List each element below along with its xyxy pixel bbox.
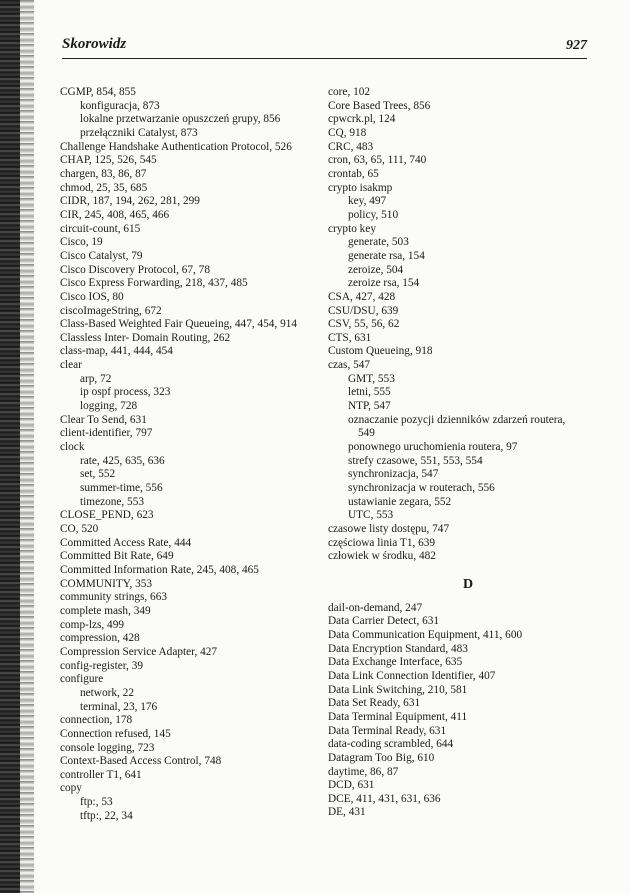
index-entry: Data Carrier Detect, 631 bbox=[328, 615, 440, 628]
index-entry: class-map, 441, 444, 454 bbox=[60, 345, 173, 358]
index-subentry: logging, 728 bbox=[80, 400, 138, 413]
index-subentry: summer-time, 556 bbox=[80, 482, 163, 495]
index-entry: crypto key bbox=[328, 222, 376, 235]
index-entry: crontab, 65 bbox=[328, 167, 379, 180]
index-entry: czasowe listy dostępu, 747 bbox=[328, 523, 450, 535]
index-entry: crypto isakmp bbox=[328, 181, 393, 194]
index-entry: Data Link Connection Identifier, 407 bbox=[328, 669, 496, 682]
index-entry: COMMUNITY, 353 bbox=[60, 577, 153, 590]
index-subentry: 549 bbox=[358, 427, 375, 440]
index-entry: Compression Service Adapter, 427 bbox=[60, 645, 218, 658]
book-spine-shadow bbox=[0, 0, 20, 893]
index-entry: clear bbox=[60, 359, 82, 372]
index-subentry: strefy czasowe, 551, 553, 554 bbox=[348, 454, 483, 467]
index-entry: CGMP, 854, 855 bbox=[60, 86, 136, 98]
index-subentry: ustawianie zegara, 552 bbox=[348, 495, 452, 508]
index-entry: DCD, 631 bbox=[328, 779, 375, 792]
index-entry: Committed Access Rate, 444 bbox=[60, 536, 192, 549]
index-entry: Custom Queueing, 918 bbox=[328, 345, 433, 358]
index-entry: DCE, 411, 431, 631, 636 bbox=[328, 792, 441, 805]
index-entry: Context-Based Access Control, 748 bbox=[60, 755, 222, 768]
index-entry: Cisco Catalyst, 79 bbox=[60, 249, 143, 262]
index-subentry: network, 22 bbox=[80, 686, 134, 699]
index-entry: Data Link Switching, 210, 581 bbox=[328, 683, 468, 696]
index-entry: Classless Inter- Domain Routing, 262 bbox=[60, 331, 231, 344]
index-subentry: synchronizacja, 547 bbox=[348, 468, 439, 481]
index-entry: CLOSE_PEND, 623 bbox=[60, 509, 154, 522]
index-column-left bbox=[60, 86, 320, 823]
index-entry: client-identifier, 797 bbox=[60, 427, 153, 440]
index-subentry: set, 552 bbox=[80, 468, 116, 481]
index-subentry: arp, 72 bbox=[80, 372, 112, 385]
index-entry: controller T1, 641 bbox=[60, 768, 142, 781]
index-entry: Committed Information Rate, 245, 408, 465 bbox=[60, 563, 259, 576]
index-entry: Core Based Trees, 856 bbox=[328, 99, 431, 112]
index-subentry: rate, 425, 635, 636 bbox=[80, 454, 165, 467]
index-entry: częściowa linia T1, 639 bbox=[328, 536, 436, 549]
index-entry: ciscoImageString, 672 bbox=[60, 304, 162, 317]
index-subentry: konfiguracja, 873 bbox=[80, 99, 160, 112]
index-entry: Datagram Too Big, 610 bbox=[328, 751, 435, 764]
index-subentry: policy, 510 bbox=[348, 208, 399, 221]
index-entry: CSA, 427, 428 bbox=[328, 290, 396, 303]
index-entry: dail-on-demand, 247 bbox=[328, 601, 423, 614]
index-subentry: ponownego uruchomienia routera, 97 bbox=[348, 441, 518, 454]
index-subentry: GMT, 553 bbox=[348, 372, 395, 385]
index-entry: Cisco Discovery Protocol, 67, 78 bbox=[60, 263, 210, 276]
index-subentry: key, 497 bbox=[348, 195, 387, 208]
index-entry: CRC, 483 bbox=[328, 140, 374, 153]
index-column-right bbox=[328, 86, 598, 820]
index-entry: Cisco Express Forwarding, 218, 437, 485 bbox=[60, 277, 248, 290]
index-entry: circuit-count, 615 bbox=[60, 222, 141, 235]
index-entry: core, 102 bbox=[328, 86, 371, 98]
index-entry: clock bbox=[60, 441, 85, 454]
index-entry: config-register, 39 bbox=[60, 659, 143, 672]
index-entry: CSU/DSU, 639 bbox=[328, 304, 399, 317]
index-entry: data-coding scrambled, 644 bbox=[328, 738, 454, 751]
index-entry: chmod, 25, 35, 685 bbox=[60, 181, 148, 194]
index-subentry: lokalne przetwarzanie opuszczeń grupy, 856 bbox=[80, 113, 281, 126]
index-entry: Data Encryption Standard, 483 bbox=[328, 642, 468, 655]
index-subentry: synchronizacja w routerach, 556 bbox=[348, 482, 495, 495]
index-subentry: NTP, 547 bbox=[348, 400, 391, 413]
page-header bbox=[62, 36, 587, 59]
index-subentry: zeroize rsa, 154 bbox=[348, 277, 420, 290]
index-entry: Cisco, 19 bbox=[60, 236, 103, 249]
index-entry: daytime, 86, 87 bbox=[328, 765, 399, 778]
index-entry: Clear To Send, 631 bbox=[60, 413, 147, 426]
section-letter-heading: D bbox=[462, 576, 474, 592]
index-entry: chargen, 83, 86, 87 bbox=[60, 167, 147, 180]
index-entry: comp-lzs, 499 bbox=[60, 618, 125, 631]
index-entry: DE, 431 bbox=[328, 806, 366, 819]
index-entry: complete mash, 349 bbox=[60, 604, 151, 617]
index-entry: copy bbox=[60, 782, 82, 795]
page-number: 927 bbox=[566, 38, 587, 53]
index-subentry: UTC, 553 bbox=[348, 509, 394, 522]
index-entry: Committed Bit Rate, 649 bbox=[60, 550, 174, 563]
index-entry: CIR, 245, 408, 465, 466 bbox=[60, 208, 170, 221]
index-entry: cron, 63, 65, 111, 740 bbox=[328, 154, 427, 167]
running-title: Skorowidz bbox=[62, 36, 127, 52]
index-entry: CHAP, 125, 526, 545 bbox=[60, 154, 157, 167]
index-subentry: ftp:, 53 bbox=[80, 796, 113, 809]
index-entry: CSV, 55, 56, 62 bbox=[328, 318, 400, 331]
index-subentry: tftp:, 22, 34 bbox=[80, 809, 133, 822]
index-entry: CTS, 631 bbox=[328, 331, 372, 344]
index-entry: Data Communication Equipment, 411, 600 bbox=[328, 628, 523, 641]
index-subentry: ip ospf process, 323 bbox=[80, 386, 171, 399]
index-subentry: zeroize, 504 bbox=[348, 263, 404, 276]
index-section-d bbox=[328, 602, 598, 821]
index-entry: Connection refused, 145 bbox=[60, 727, 171, 740]
index-entry: CIDR, 187, 194, 262, 281, 299 bbox=[60, 195, 200, 208]
index-entry: configure bbox=[60, 673, 104, 686]
index-entry: Cisco IOS, 80 bbox=[60, 290, 124, 303]
index-section-c-continued bbox=[328, 86, 598, 564]
index-entry: Challenge Handshake Authentication Protocol, 526 bbox=[60, 140, 292, 153]
index-entry: Data Terminal Equipment, 411 bbox=[328, 710, 468, 723]
index-entry: Data Set Ready, 631 bbox=[328, 697, 421, 710]
index-entry: CQ, 918 bbox=[328, 126, 367, 139]
index-entry: CO, 520 bbox=[60, 523, 99, 535]
index-entry: Class-Based Weighted Fair Queueing, 447, 454, 914 bbox=[60, 318, 298, 331]
index-subentry: timezone, 553 bbox=[80, 495, 144, 508]
index-subentry: generate, 503 bbox=[348, 236, 409, 249]
index-entry: community strings, 663 bbox=[60, 591, 168, 604]
index-entry: Data Terminal Ready, 631 bbox=[328, 724, 447, 737]
index-entry: connection, 178 bbox=[60, 714, 133, 727]
index-entry: console logging, 723 bbox=[60, 741, 155, 754]
index-subentry: letni, 555 bbox=[348, 386, 391, 399]
book-spine-edge bbox=[20, 0, 34, 893]
index-subentry: terminal, 23, 176 bbox=[80, 700, 158, 713]
index-entry: cpwcrk.pl, 124 bbox=[328, 113, 396, 126]
index-entry: compression, 428 bbox=[60, 632, 140, 645]
index-entry: Data Exchange Interface, 635 bbox=[328, 656, 463, 669]
index-entry: człowiek w środku, 482 bbox=[328, 550, 436, 563]
index-subentry: przełączniki Catalyst, 873 bbox=[80, 126, 198, 139]
index-entry: czas, 547 bbox=[328, 359, 371, 372]
index-subentry: generate rsa, 154 bbox=[348, 249, 425, 262]
index-subentry: oznaczanie pozycji dzienników zdarzeń routera, bbox=[348, 413, 566, 426]
